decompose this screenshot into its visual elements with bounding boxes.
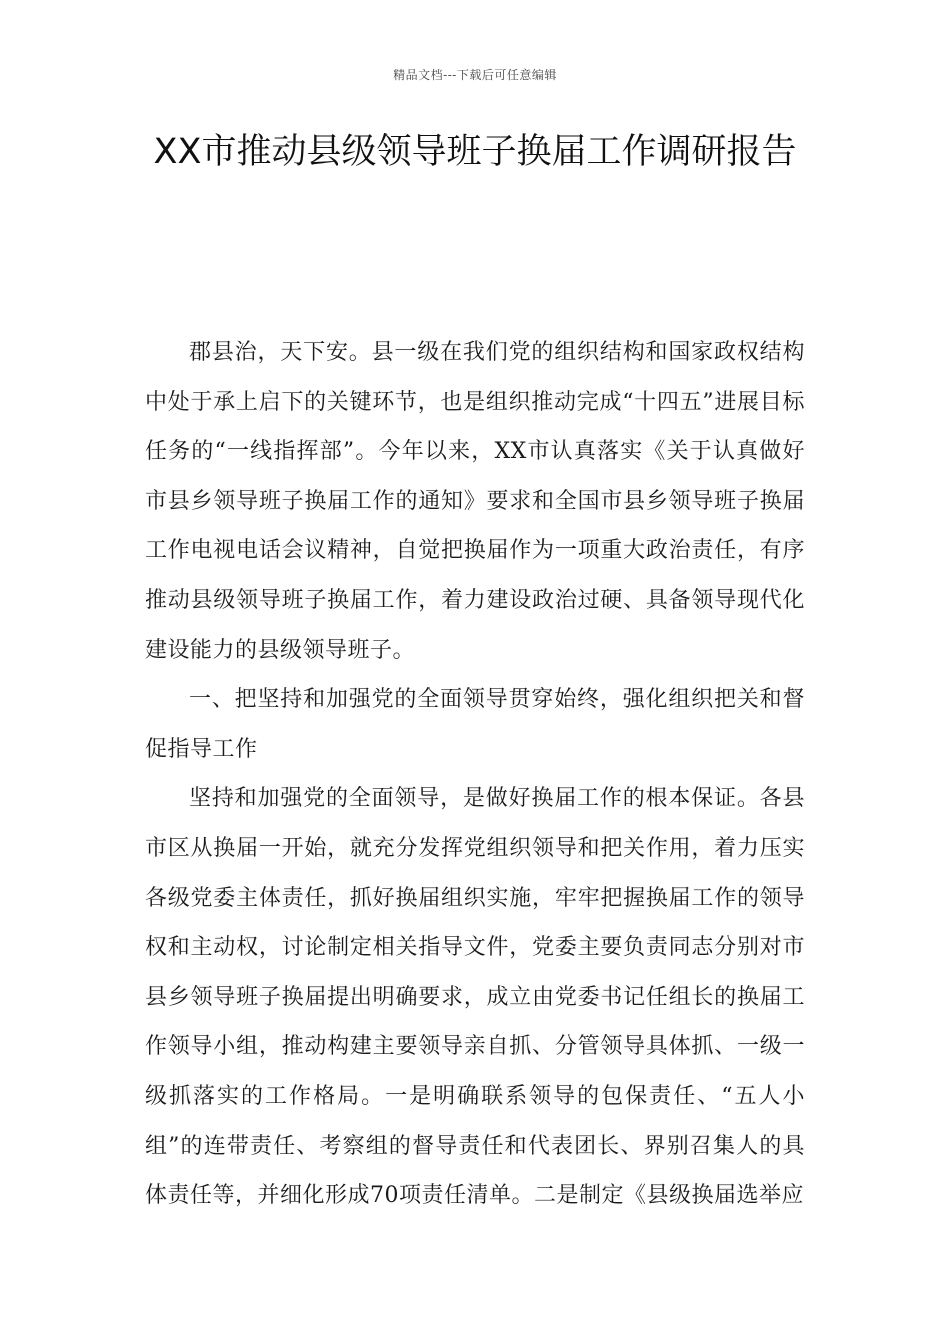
document-body <box>145 328 805 1221</box>
header-note: 精品文档---下载后可任意编辑 <box>393 68 557 82</box>
document-title: XX市推动县级领导班子换届工作调研报告 <box>153 132 797 172</box>
paragraph-section-1: 坚持和加强党的全面领导，是做好换届工作的根本保证。各县市区从换届一开始，就充分发挥党组织领导和把关作用，着力压实各级党委主体责任，抓好换届组织实施，牢牢把握换届工作的领导权和主动权，讨论制定相关指导文件，党委主要负责同志分别对市县乡领导班子换届提出明确要求，成立由党委书记任组长的换届工作领导小组，推动构建主要领导亲自抓、分管领导具体抓、一级一级抓落实的工作格局。一是明确联系领导的包保责任、“五人小组”的连带责任、考察组的督导责任和代表团长、界别召集人的具体责任等，并细化形成70项责任清单。二是制定《县级换届选举应 <box>145 786 805 1209</box>
paragraph-intro: 郡县治，天下安。县一级在我们党的组织结构和国家政权结构中处于承上启下的关键环节，也是组织推动完成“十四五”进展目标任务的“一线指挥部”。今年以来，XX市认真落实《关于认真做好市县乡领导班子换届工作的通知》要求和全国市县乡领导班子换届工作电视电话会议精神，自觉把换届作为一项重大政治责任，有序推动县级领导班子换届工作，着力建设政治过硬、具备领导现代化建设能力的县级领导班子。 <box>145 340 805 663</box>
section-heading-1: 一、把坚持和加强党的全面领导贯穿始终，强化组织把关和督促指导工作 <box>145 687 805 762</box>
